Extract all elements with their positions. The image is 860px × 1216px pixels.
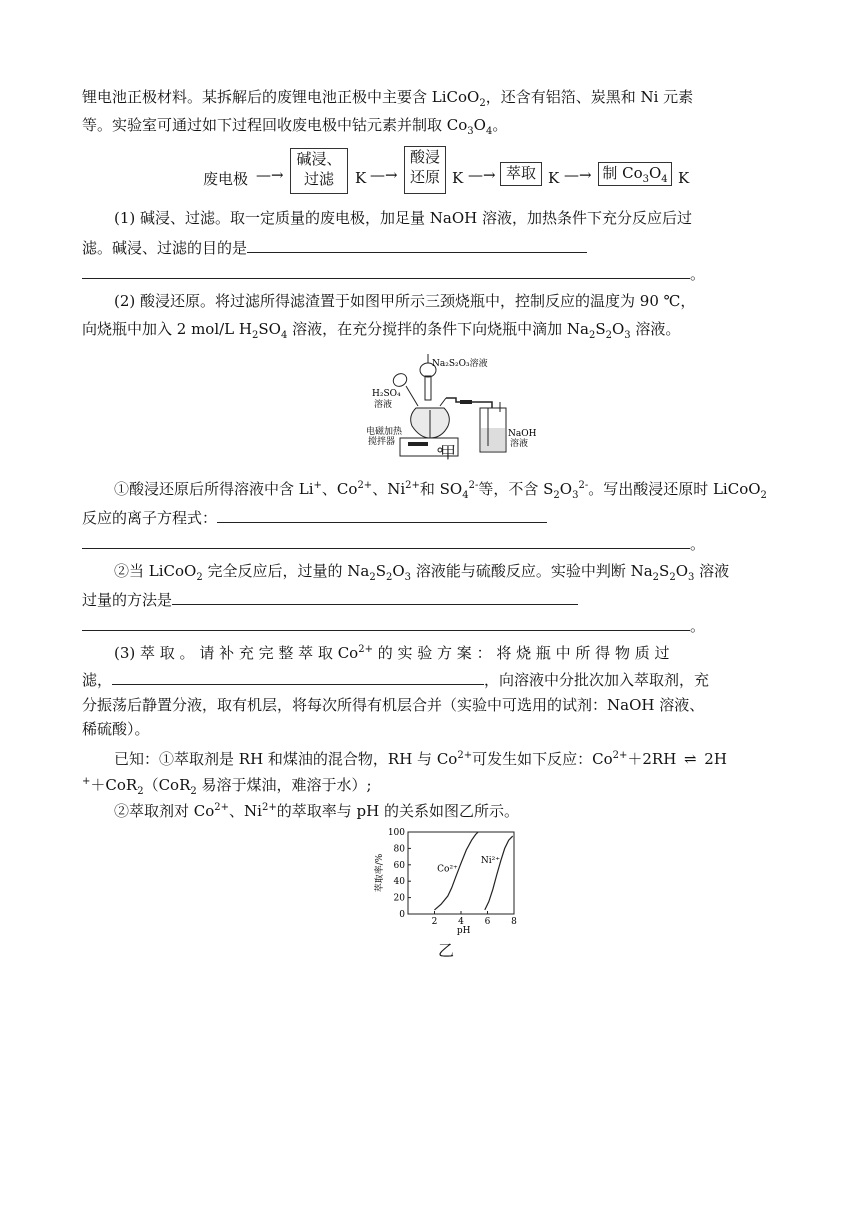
flow-k: K [678,169,690,187]
y-tick-label: 0 [399,910,405,920]
flow-step-alkali-leach: 碱浸、 过滤 [290,148,348,194]
x-tick-label: 6 [484,917,491,927]
series-label: Co²⁺ [437,864,458,875]
q1-line-1: (1) 碱浸、过滤。取一定质量的废电极，加足量 NaOH 溶液，加热条件下充分反应后过 [114,209,693,227]
label-naoh-solution: 溶液 [510,439,529,449]
q2-line-1: (2) 酸浸还原。将过滤所得滤渣置于如图甲所示三颈烧瓶中，控制反应的温度为 90 ℃， [114,292,696,310]
label-naoh: NaOH [508,429,537,439]
arrow-icon: —→ [370,166,398,184]
q2-line-2: 向烧瓶中加入 2 mol/L $H_2SO_4$ 溶液，在充分搅拌的条件下向烧瓶中滴加 $Na_2S_2O_3$ 溶液。 [82,320,681,341]
answer-blank[interactable] [172,588,578,605]
intro-line-2: 等。实验室可通过如下过程回收废电极中钴元素并制取 $Co_3O_4$。 [82,116,508,137]
figure-caption-jia: 甲 [440,443,457,462]
flow-start: 废电极 [203,170,249,188]
x-axis-label: pH [456,926,471,936]
x-tick-label: 2 [431,917,438,927]
q2-sub1-line-3: 。 [82,532,705,555]
label-solution: 溶液 [374,400,393,410]
q2-sub1-line-2: 反应的离子方程式： [82,506,547,529]
flow-step-extract: 萃取 [500,162,542,186]
series-label: Ni²⁺ [480,856,500,867]
q2-sub2-line-1: ②当 LiCoO$_2$ 完全反应后，过量的 $Na_2S_2O_3$ 溶液能与硫酸反应。实验中判断 $Na_2S_2O_3$ 溶液 [114,562,730,583]
y-tick-label: 40 [393,877,405,888]
intro-line-1: 锂电池正极材料。某拆解后的废锂电池正极中主要含 LiCoO$_2$，还含有铝箔、炭黑和 Ni 元素 [82,88,694,109]
label-na2s2o3: Na₂S₂O₃溶液 [432,359,488,369]
arrow-icon: —→ [564,166,592,184]
x-tick-label: 8 [511,917,517,927]
known-line-1: 已知：①萃取剂是 RH 和煤油的混合物，RH 与 $Co^{2+}$可发生如下反应：$Co^{2+}+2RH$ ⇌ 2H [114,750,727,768]
answer-blank[interactable] [82,532,690,549]
y-tick-label: 20 [393,893,405,904]
q1-line-3: 。 [82,262,705,285]
answer-blank[interactable] [112,668,484,685]
arrow-icon: —→ [468,166,496,184]
flow-step-acid-leach: 酸浸 还原 [404,146,446,194]
y-axis-label: 萃取率/% [375,853,385,893]
extraction-rate-chart [366,824,526,942]
chart-axes [408,832,514,914]
y-tick-label: 60 [393,860,405,871]
q2-sub1-line-1: ①酸浸还原后所得溶液中含 Li+、$Co^{2+}$、$Ni^{2+}$和 $SO_4^{2-}$等，不含 $S_2O_3^{2-}$。写出酸浸还原时 LiCoO$_2$ [114,480,767,501]
label-stirrer-1: 电磁加热 [366,427,403,437]
arrow-icon: —→ [256,166,284,184]
known-line-3: ②萃取剂对 $Co^{2+}$、$Ni^{2+}$的萃取率与 pH 的关系如图乙所示。 [114,802,519,820]
equilibrium-arrow-icon: ⇌ [683,750,697,768]
label-h2so4: H₂SO₄ [372,389,401,399]
q3-line-1: (3) 萃 取 。 请 补 充 完 整 萃 取 $Co^{2+}$ 的 实 验 方 案 ： 将 烧 瓶 中 所 得 物 质 过 [114,644,670,662]
q2-sub2-line-2: 过量的方法是 [82,588,578,611]
q3-line-3: 分振荡后静置分液，取有机层，将每次所得有机层合并（实验中可选用的试剂：NaOH 溶液、 [82,696,705,714]
known-line-2: +＋CoR$_2$（CoR$_2$ 易溶于煤油，难溶于水）; [82,776,372,797]
label-stirrer-2: 搅拌器 [368,437,396,447]
flow-k: K [548,169,560,187]
q3-line-2: 滤， ，向溶液中分批次加入萃取剂，充 [82,668,709,691]
answer-blank[interactable] [247,236,587,253]
plot-frame [408,832,514,914]
flow-k: K [452,169,464,187]
y-tick-label: 80 [393,844,405,855]
x-tick-label: 4 [458,917,464,927]
y-tick-label: 100 [387,828,405,838]
answer-blank[interactable] [82,262,690,279]
figure-caption-yi: 乙 [438,941,455,960]
answer-blank[interactable] [82,614,690,631]
q1-line-2: 滤。碱浸、过滤的目的是 [82,236,587,259]
flow-step-make-co3o4: 制 $Co_3O_4$ [598,162,672,186]
q2-sub2-line-3: 。 [82,614,705,637]
flow-k: K [355,169,367,187]
answer-blank[interactable] [217,506,547,523]
chart-labels [373,828,517,936]
series-line-ni [485,836,513,910]
q3-line-4: 稀硫酸）。 [82,720,150,738]
